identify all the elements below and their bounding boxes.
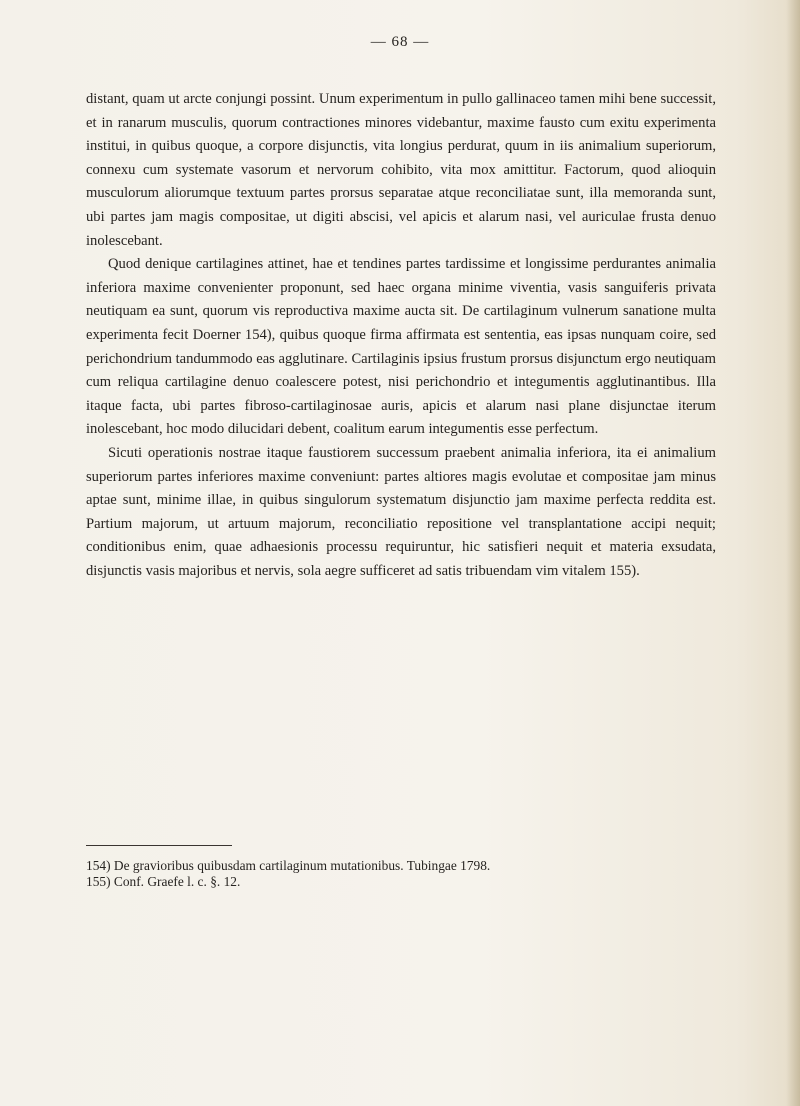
paragraph: distant, quam ut arcte conjungi possint. Unum experimentum in pullo gallinaceo tamen mihi bene successit, et in ranarum musculis, quorum contractiones minores videbantur, maxime fausto cum exitu experimenta institui, in quibus quoque, a corpore disjunctis, vita longius perdurat, quum in iis animalium superiorum, connexu cum systemate vasorum et nervorum cohibito, vita mox amittitur. Factorum, quod alioquin musculorum aliorumque textuum partes prorsus separatae atque reconciliatae sunt, illa memoranda sunt, ubi partes jam magis compositae, ut digiti abscisi, vel apicis et alarum nasi, vel auriculae frusta denuo inolescebant. xyxy=(86,91,716,249)
body-text xyxy=(86,88,716,583)
footnote-divider xyxy=(86,845,232,846)
paragraph: Quod denique cartilagines attinet, hae et tendines partes tardissime et longissime perdurantes animalia inferiora maxime convenienter proponunt, sed haec organa minime viventia, vasis sanguiferis privata neutiquam ea sunt, quorum vis reproductiva maxime aucta sit. De cartilaginum vulnerum sanatione multa experimenta fecit Doerner 154), quibus quoque firma affirmata est sententia, eas ipsas nunquam coire, sed perichondrium tandummodo eas agglutinare. Cartilaginis ipsius frustum prorsus disjunctum ergo neutiquam cum reliqua cartilagine denuo coalescere potest, nisi perichondrio et integumentis agglutinantibus. Illa itaque facta, ubi partes fibroso-cartilaginosae auris, apicis et alarum nasi plane disjunctae iterum inolescebant, hoc modo dilucidari debent, coalitum earum integumentis esse perfectum. xyxy=(86,256,716,438)
footnote: 155) Conf. Graefe l. c. §. 12. xyxy=(86,874,241,889)
footnotes xyxy=(86,858,716,890)
page-edge-shadow xyxy=(786,0,800,1106)
footnote: 154) De gravioribus quibusdam cartilaginum mutationibus. Tubingae 1798. xyxy=(86,858,491,873)
page-number: — 68 — xyxy=(370,34,430,50)
paragraph: Sicuti operationis nostrae itaque faustiorem successum praebent animalia inferiora, ita ei animalium superiorum partes inferiores maxime conveniunt: partes altiores magis evolutae et compositae jam minus aptae sunt, minime illae, in quibus singulorum systematum disjunctio jam maxime perfecta reddita est. Partium majorum, ut artuum majorum, reconciliatio repositione vel transplantatione accipi nequit; conditionibus enim, quae adhaesionis processu requiruntur, hic satisfieri nequit et materia exsudata, disjunctis vasis majoribus et nervis, sola aegre sufficeret ad satis tribuendam vim vitalem 155). xyxy=(86,444,716,579)
